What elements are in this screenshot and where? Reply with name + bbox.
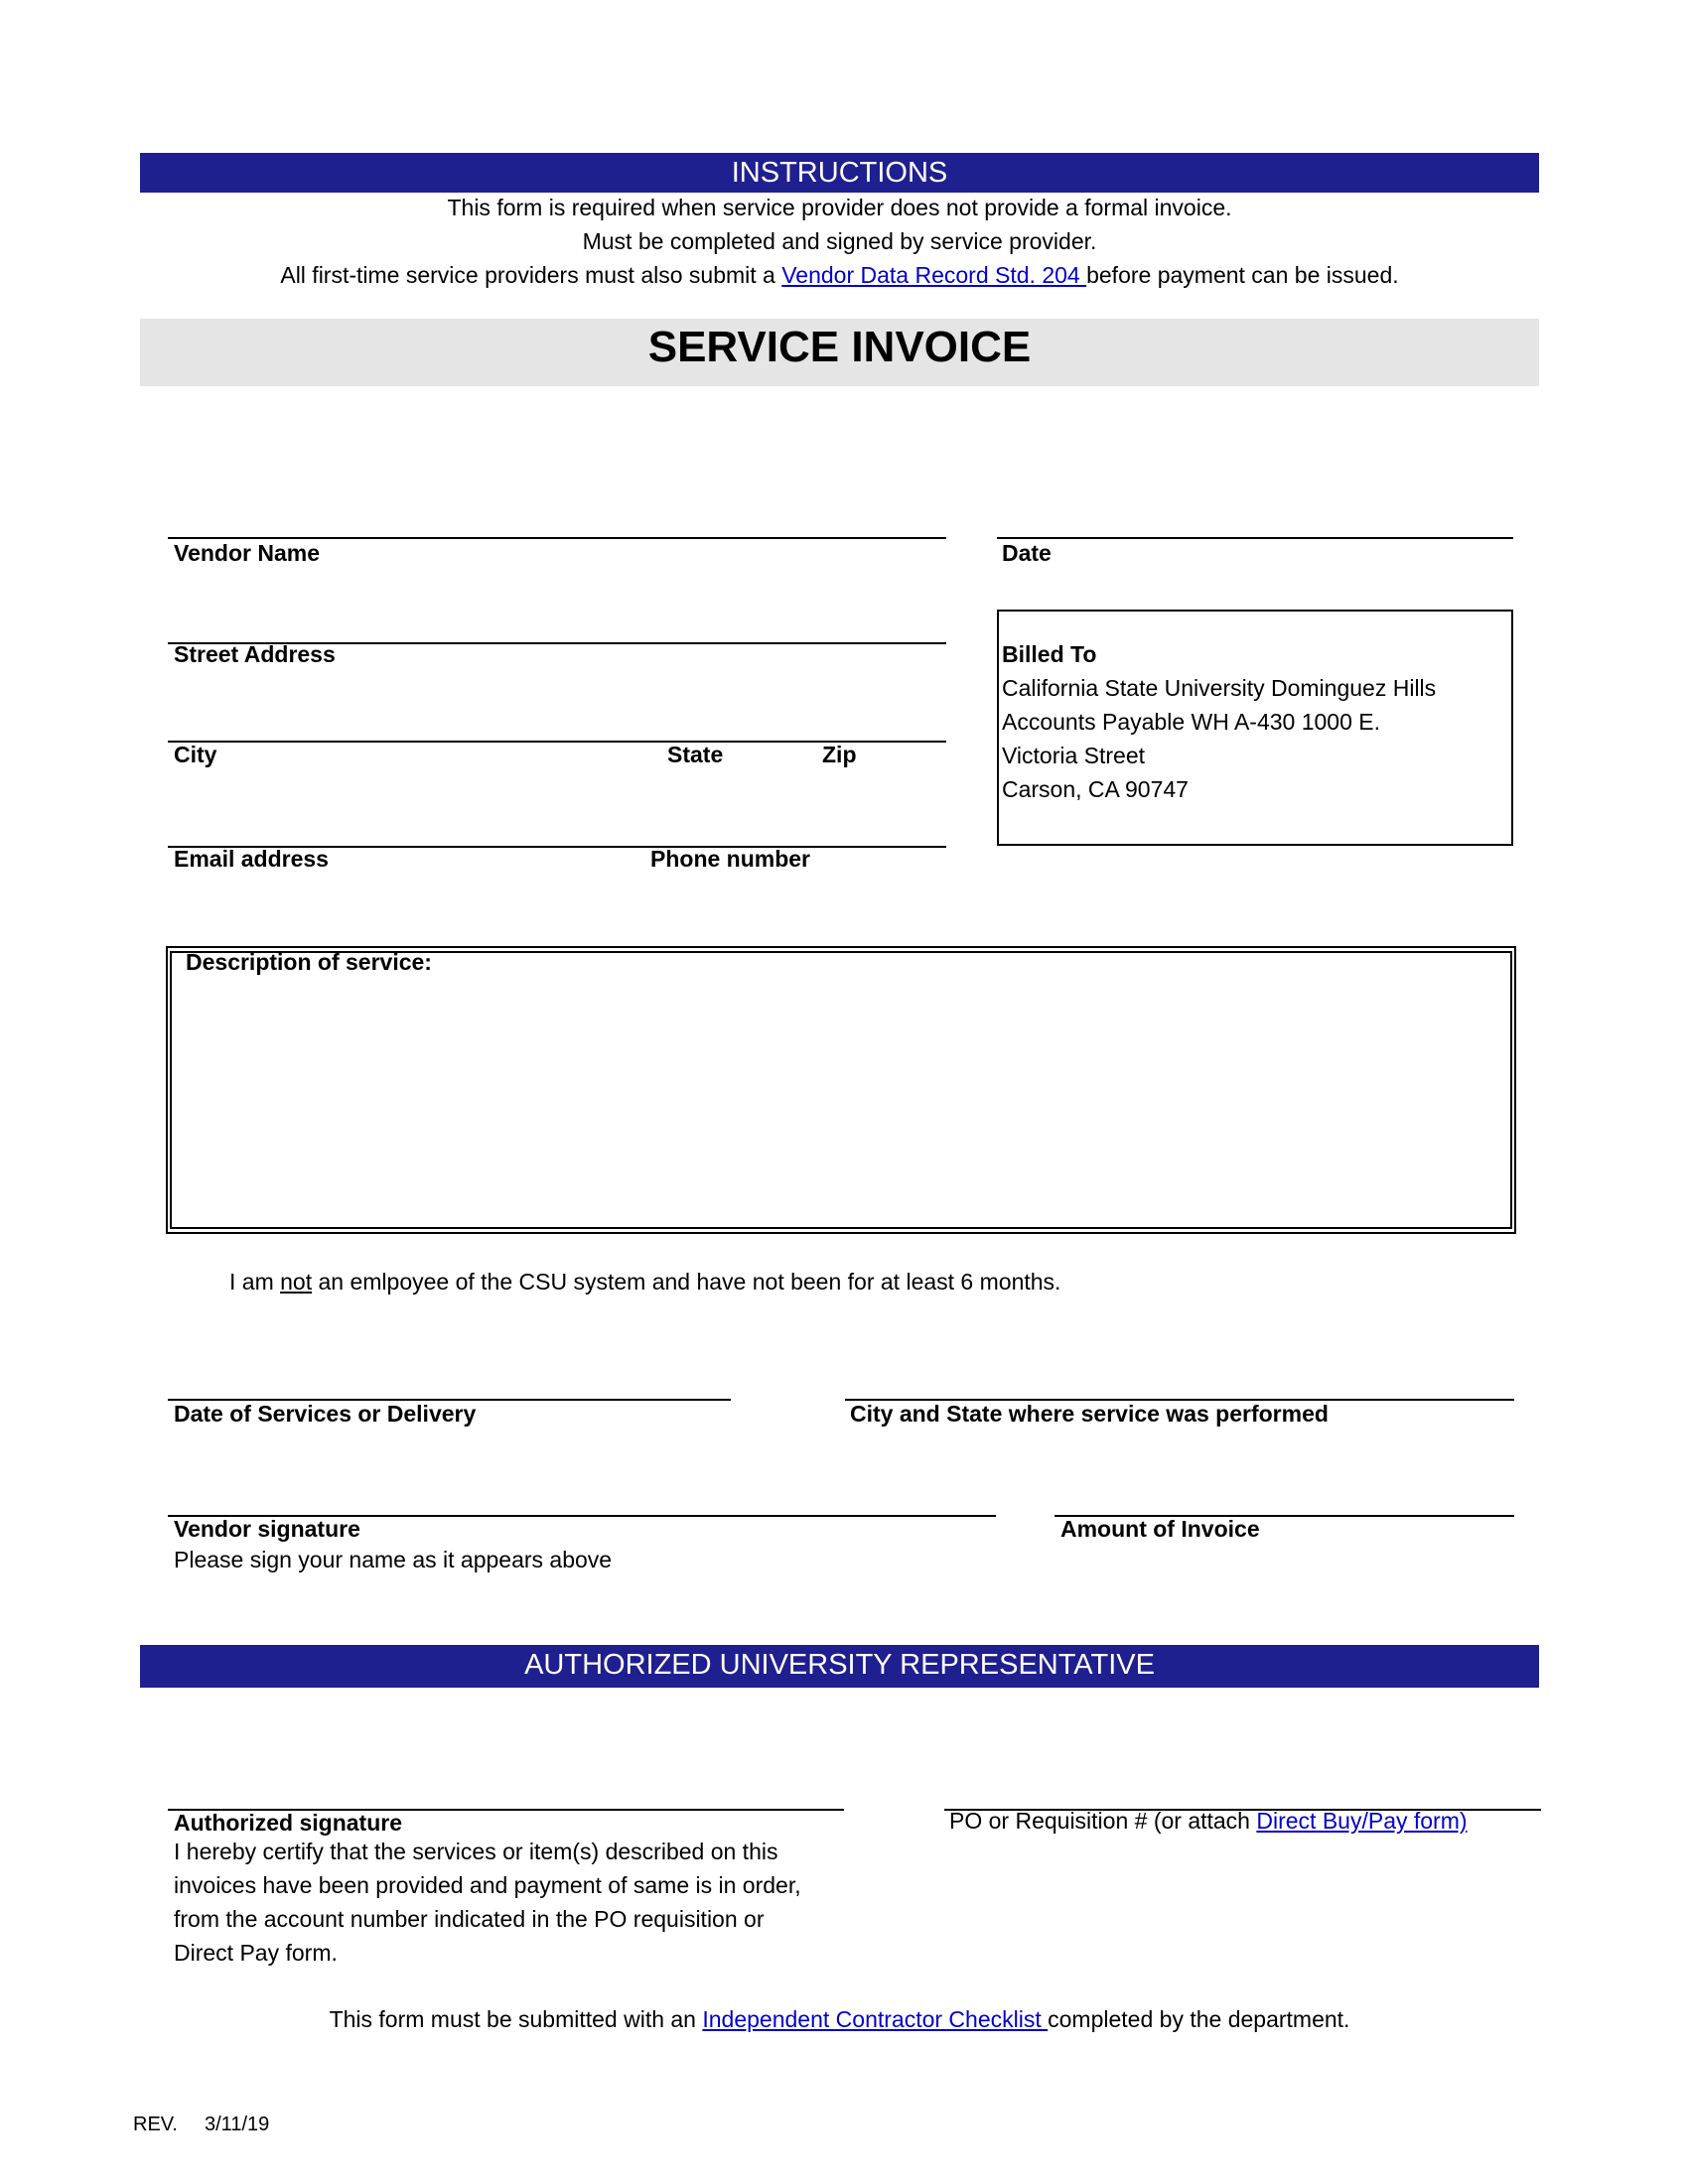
vendor-name-label: Vendor Name <box>174 540 320 566</box>
zip-label: Zip <box>822 742 857 767</box>
direct-buy-pay-form-link[interactable]: Direct Buy/Pay form) <box>1256 1808 1468 1834</box>
city-label: City <box>174 742 217 767</box>
billed-to-line-2: Accounts Payable WH A-430 1000 E. <box>1002 709 1380 735</box>
authorized-signature-label: Authorized signature <box>174 1810 403 1836</box>
billed-to-label: Billed To <box>1002 641 1097 667</box>
amount-of-invoice-label: Amount of Invoice <box>1060 1516 1260 1542</box>
certification-line-3: from the account number indicated in the PO requisition or <box>174 1906 765 1932</box>
description-input[interactable] <box>170 951 1512 1229</box>
revision-date: 3/11/19 <box>205 2114 270 2135</box>
city-state-performed-label: City and State where service was performed <box>850 1401 1329 1427</box>
instructions-line-2: Must be completed and signed by service provider. <box>582 228 1097 254</box>
instructions-line-3-prefix: All first-time service providers must also submit a <box>280 262 782 288</box>
billed-to-line-4: Carson, CA 90747 <box>1002 776 1189 802</box>
independent-contractor-checklist-link[interactable]: Independent Contractor Checklist <box>702 2006 1049 2032</box>
authorized-heading: AUTHORIZED UNIVERSITY REPRESENTATIVE <box>140 1645 1539 1688</box>
declaration-not: not <box>280 1269 313 1295</box>
instructions-line-3 <box>140 258 1539 292</box>
instructions-line-1: This form is required when service provider does not provide a formal invoice. <box>447 195 1232 220</box>
date-field[interactable] <box>997 537 1513 539</box>
instructions-heading: INSTRUCTIONS <box>140 153 1539 193</box>
instructions-line-3-suffix: before payment can be issued. <box>1086 262 1399 288</box>
footer-notice-suffix: completed by the department. <box>1048 2006 1350 2032</box>
vendor-data-record-link[interactable]: Vendor Data Record Std. 204 <box>781 262 1087 288</box>
declaration-prefix: I am <box>229 1269 281 1295</box>
certification-line-1: I hereby certify that the services or item(s) described on this <box>174 1839 778 1864</box>
email-label: Email address <box>174 846 329 872</box>
certification-line-4: Direct Pay form. <box>174 1940 338 1966</box>
certification-line-2: invoices have been provided and payment of same is in order, <box>174 1872 801 1898</box>
footer-notice <box>140 2002 1539 2036</box>
page-title-text: SERVICE INVOICE <box>647 323 1032 371</box>
vendor-signature-label: Vendor signature <box>174 1516 360 1542</box>
phone-label: Phone number <box>650 846 811 872</box>
declaration-text <box>229 1265 1060 1298</box>
revision-label: REV. <box>133 2114 178 2135</box>
declaration-suffix: an emlpoyee of the CSU system and have not been for at least 6 months. <box>312 1269 1061 1295</box>
date-of-services-label: Date of Services or Delivery <box>174 1401 477 1427</box>
state-label: State <box>667 742 724 767</box>
footer-notice-prefix: This form must be submitted with an <box>329 2006 703 2032</box>
po-requisition-prefix: PO or Requisition # (or attach <box>949 1808 1257 1834</box>
po-requisition-label <box>949 1804 1468 1838</box>
date-label: Date <box>1002 540 1052 566</box>
description-label: Description of service: <box>186 949 432 975</box>
vendor-signature-note: Please sign your name as it appears above <box>174 1547 613 1572</box>
street-address-label: Street Address <box>174 641 336 667</box>
billed-to-line-3: Victoria Street <box>1002 743 1146 768</box>
page-title <box>140 319 1539 386</box>
billed-to-line-1: California State University Dominguez Hills <box>1002 675 1437 701</box>
